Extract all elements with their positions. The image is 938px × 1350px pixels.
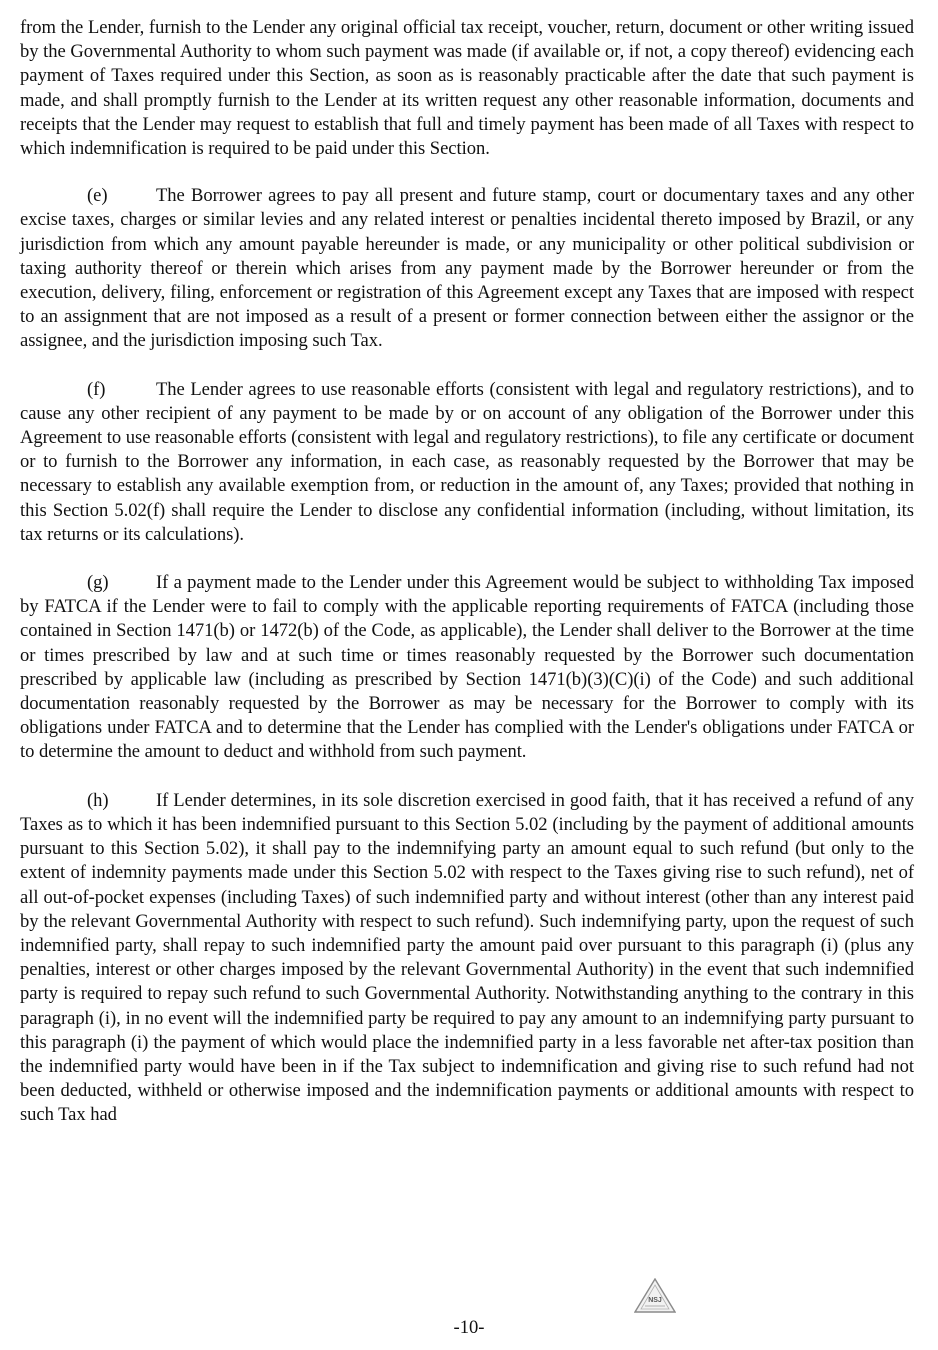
page-number: -10- — [453, 1317, 485, 1338]
paragraph-f — [20, 378, 914, 547]
paragraph-label: (g) — [87, 572, 109, 594]
paragraph-g — [20, 571, 914, 765]
paragraph-text: If Lender determines, in its sole discretion exercised in good faith, that it has received a refund of any Taxes as to which it has been indemnified pursuant to this Section 5.02 (including by the payment of additional amounts pursuant to this Section 5.02), it shall pay to the indemnifying party an amount equal to such refund (but only to the extent of indemnity payments made under this Section 5.02 with respect to the Taxes giving rise to such refund), net of all out-of-pocket expenses (including Taxes) of such indemnified party and without interest (other than any interest paid by the relevant Governmental Authority with respect to such refund). Such indemnifying party, upon the request of such indemnified party, shall repay to such indemnified party the amount paid over pursuant to this paragraph (i) (plus any penalties, interest or other charges imposed by the relevant Governmental Authority) in the event that such indemnified party is required to repay such refund to such Governmental Authority. Notwithstanding anything to the contrary in this paragraph (i), in no event will the indemnified party be required to pay any amount to an indemnifying party pursuant to this paragraph (i) the payment of which would place the indemnified party in a less favorable net after-tax position than the indemnified party would have been in if the Tax subject to indemnification and giving rise to such refund had not been deducted, withheld or otherwise imposed and the indemnification payments or additional amounts with respect to such Tax had — [20, 789, 914, 1126]
paragraph-label: (h) — [87, 789, 109, 811]
paragraph-text: If a payment made to the Lender under this Agreement would be subject to withholding Tax imposed by FATCA if the Lender were to fail to comply with the applicable reporting requirements of FATCA (including those contained in Section 1471(b) or 1472(b) of the Code, as applicable), the Lender shall deliver to the Borrower at the time or times prescribed by law and at such time or times reasonably requested by the Borrower such documentation prescribed by applicable law (including as prescribed by Section 1471(b)(3)(C)(i) of the Code) and such additional documentation reasonably requested by the Borrower as may be necessary for the Borrower to comply with its obligations under FATCA and to determine that the Lender has complied with the Lender's obligations under FATCA or to determine the amount to deduct and withhold from such payment. — [20, 572, 914, 763]
paragraph-h — [20, 789, 914, 1128]
paragraph-label: (e) — [87, 185, 108, 207]
paragraph-e — [20, 184, 914, 353]
seal-text: NSJ — [648, 1297, 662, 1304]
paragraph-text: The Lender agrees to use reasonable efforts (consistent with legal and regulatory restrictions), and to cause any other recipient of any payment to be made by or on account of any obligation of the Borrower under this Agreement to use reasonable efforts (consistent with legal and regulatory restrictions), to file any certificate or document or to furnish to the Borrower any information, in each case, as reasonably requested by the Borrower that may be necessary to establish any available exemption from, or reduction in the amount of, any Taxes; provided that nothing in this Section 5.02(f) shall require the Lender to disclose any confidential information (including, without limitation, its tax returns or its calculations). — [20, 378, 914, 545]
paragraph-text: The Borrower agrees to pay all present and future stamp, court or documentary taxes and any other excise taxes, charges or similar levies and any related interest or penalties incidental thereto imposed by Brazil, or any jurisdiction from which any amount payable hereunder is made, or any municipality or other political subdivision or taxing authority thereof or therein which arises from any payment made by the Borrower hereunder or from the execution, delivery, filing, enforcement or registration of this Agreement except any Taxes that are imposed with respect to an assignment that are not imposed as a result of a present or former connection between either the assignor or the assignee, and the jurisdiction imposing such Tax. — [20, 185, 914, 352]
paragraph-continuation — [20, 16, 914, 161]
paragraph-text: from the Lender, furnish to the Lender any original official tax receipt, voucher, return, document or other writing issued by the Governmental Authority to whom such payment was made (if available or, if not, a copy thereof) evidencing each payment of Taxes required under this Section, as soon as is reasonably practicable after the date that such payment is made, and shall promptly furnish to the Lender at its written request any other reasonable information, documents and receipts that the Lender may request to establish that full and timely payment has been made of all Taxes with respect to which indemnification is required to be paid under this Section. — [20, 17, 914, 160]
document-page — [20, 16, 914, 1152]
paragraph-label: (f) — [87, 378, 106, 400]
notary-seal-icon — [634, 1278, 676, 1314]
